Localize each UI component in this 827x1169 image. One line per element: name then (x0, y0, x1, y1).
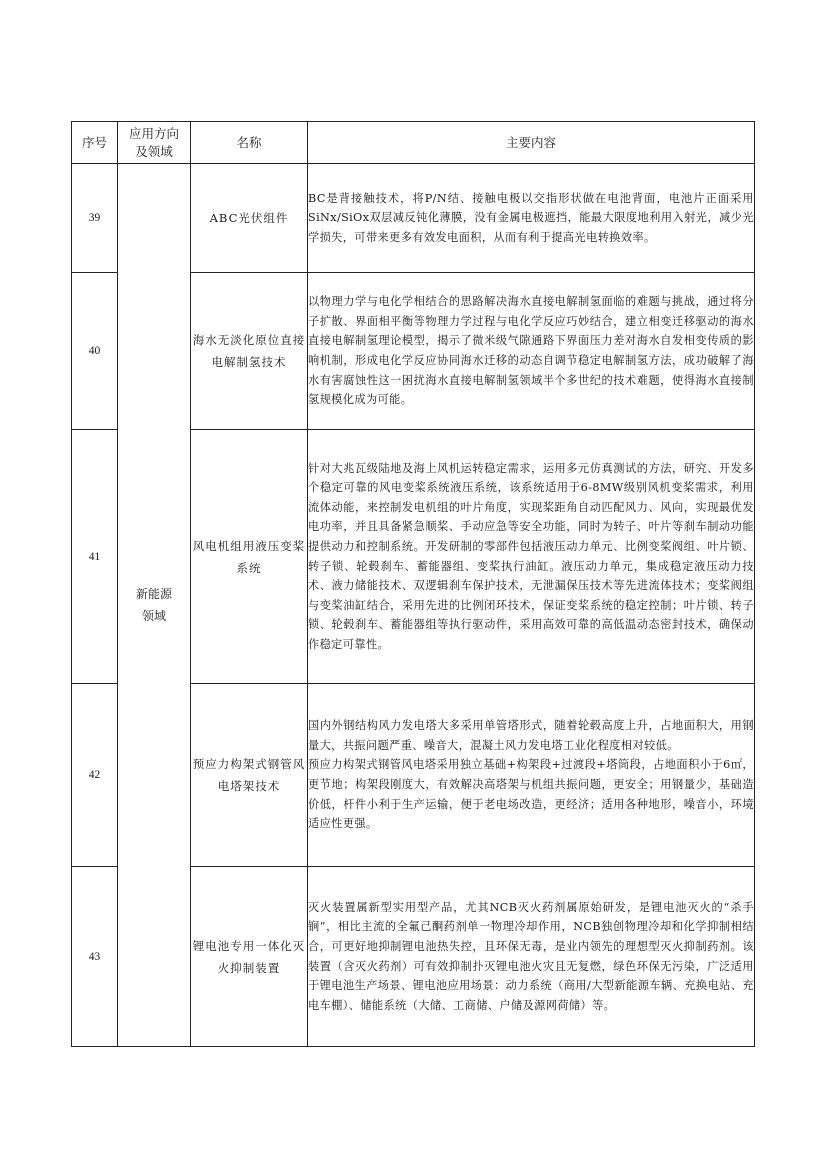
row-number: 41 (72, 430, 118, 684)
header-content: 主要内容 (308, 122, 755, 164)
row-number: 39 (72, 164, 118, 273)
field-cell (118, 164, 191, 1047)
item-content-paragraph-2: 预应力构架式钢管风电塔采用独立基础+构架段+过渡段+塔筒段，占地面积小于6㎡，更节地；构架段刚度大，有效解决高塔架与机组共振问题，更安全；用钢量少，基础造价低，杆件小利于生产运输，便于老电场改造，更经济；适用各种地形，噪音小，环境适应性更强。 (308, 758, 754, 831)
header-name: 名称 (191, 122, 308, 164)
item-content: BC是背接触技术，将P/N结、接触电极以交指形状做在电池背面，电池片正面采用SiNx/SiOx双层减反钝化薄膜，没有金属电极遮挡，能最大限度地利用入射光，减少光学损失，可带来更多有效发电面积，从而有利于提高光电转换效率。 (308, 164, 755, 273)
row-number: 42 (72, 684, 118, 867)
item-name: 风电机组用液压变桨系统 (191, 430, 308, 684)
technology-table (71, 121, 755, 1047)
item-content-paragraph-1: 国内外钢结构风力发电塔大多采用单管塔形式，随着轮毂高度上升，占地面积大，用钢量大，共振问题严重、噪音大，混凝土风力发电塔工业化程度相对较低。 (308, 719, 754, 752)
header-field-line1: 应用方向 (128, 125, 179, 141)
row-number: 40 (72, 273, 118, 430)
item-name: 锂电池专用一体化灭火抑制装置 (191, 867, 308, 1047)
item-name: 海水无淡化原位直接电解制氢技术 (191, 273, 308, 430)
row-number: 43 (72, 867, 118, 1047)
item-name: ABC光伏组件 (191, 164, 308, 273)
header-num: 序号 (72, 122, 118, 164)
header-field-line2: 及领域 (135, 143, 173, 159)
item-content: 以物理力学与电化学相结合的思路解决海水直接电解制氢面临的难题与挑战，通过将分子扩散、界面相平衡等物理力学过程与电化学反应巧妙结合，建立相变迁移驱动的海水直接电解制氢理论模型，揭示了微米级气隙通路下界面压力差对海水自发相变传质的影响机制，形成电化学反应协同海水迁移的动态自调节稳定电解制氢方法，成功破解了海水有害腐蚀性这一困扰海水直接电解制氢领域半个多世纪的技术难题，使得海水直接制氢规模化成为可能。 (308, 273, 755, 430)
item-content: 灭火装置属新型实用型产品，尤其NCB灭火药剂属原始研发，是锂电池灭火的“杀手锏”，相比主流的全氟己酮药剂单一物理冷却作用，NCB独创物理冷却和化学抑制相结合，可更好地抑制锂电池热失控，且环保无毒，是业内领先的理想型灭火抑制药剂。该装置（含灭火药剂）可有效抑制扑灭锂电池火灾且无复燃，绿色环保无污染，广泛适用于锂电池生产场景、锂电池应用场景：动力系统（商用/大型新能源车辆、充换电站、充电车棚）、储能系统（大储、工商储、户储及源网荷储）等。 (308, 867, 755, 1047)
item-name: 预应力构架式钢管风电塔架技术 (191, 684, 308, 867)
header-row (72, 122, 755, 164)
item-content: 针对大兆瓦级陆地及海上风机运转稳定需求，运用多元仿真测试的方法，研究、开发多个稳定可靠的风电变桨系统液压系统，该系统适用于6-8MW级别风机变桨需求，利用流体动能，来控制发电机组的叶片角度，实现桨距角自动匹配风力、风向，实现最优发电功率，并且具备紧急顺桨、手动应急等安全功能，同时为转子、叶片等刹车制动功能提供动力和控制系统。开发研制的零部件包括液压动力单元、比例变桨阀组、叶片锁、转子锁、轮毂刹车、蓄能器组、变桨执行油缸。液压动力单元，集成稳定液压动力技术、液力储能技术、双逻辑刹车保护技术，无泄漏保压技术等先进流体技术；变桨阀组与变桨油缸结合，采用先进的比例闭环技术，保证变桨系统的稳定控制；叶片锁、转子锁、轮毂刹车、蓄能器组等执行驱动件，采用高效可靠的高低温动态密封技术，确保动作稳定可靠性。 (308, 430, 755, 684)
item-content (308, 684, 755, 867)
field-label: 新能源领域 (136, 587, 173, 623)
table-row (72, 164, 755, 273)
header-field (118, 122, 191, 164)
